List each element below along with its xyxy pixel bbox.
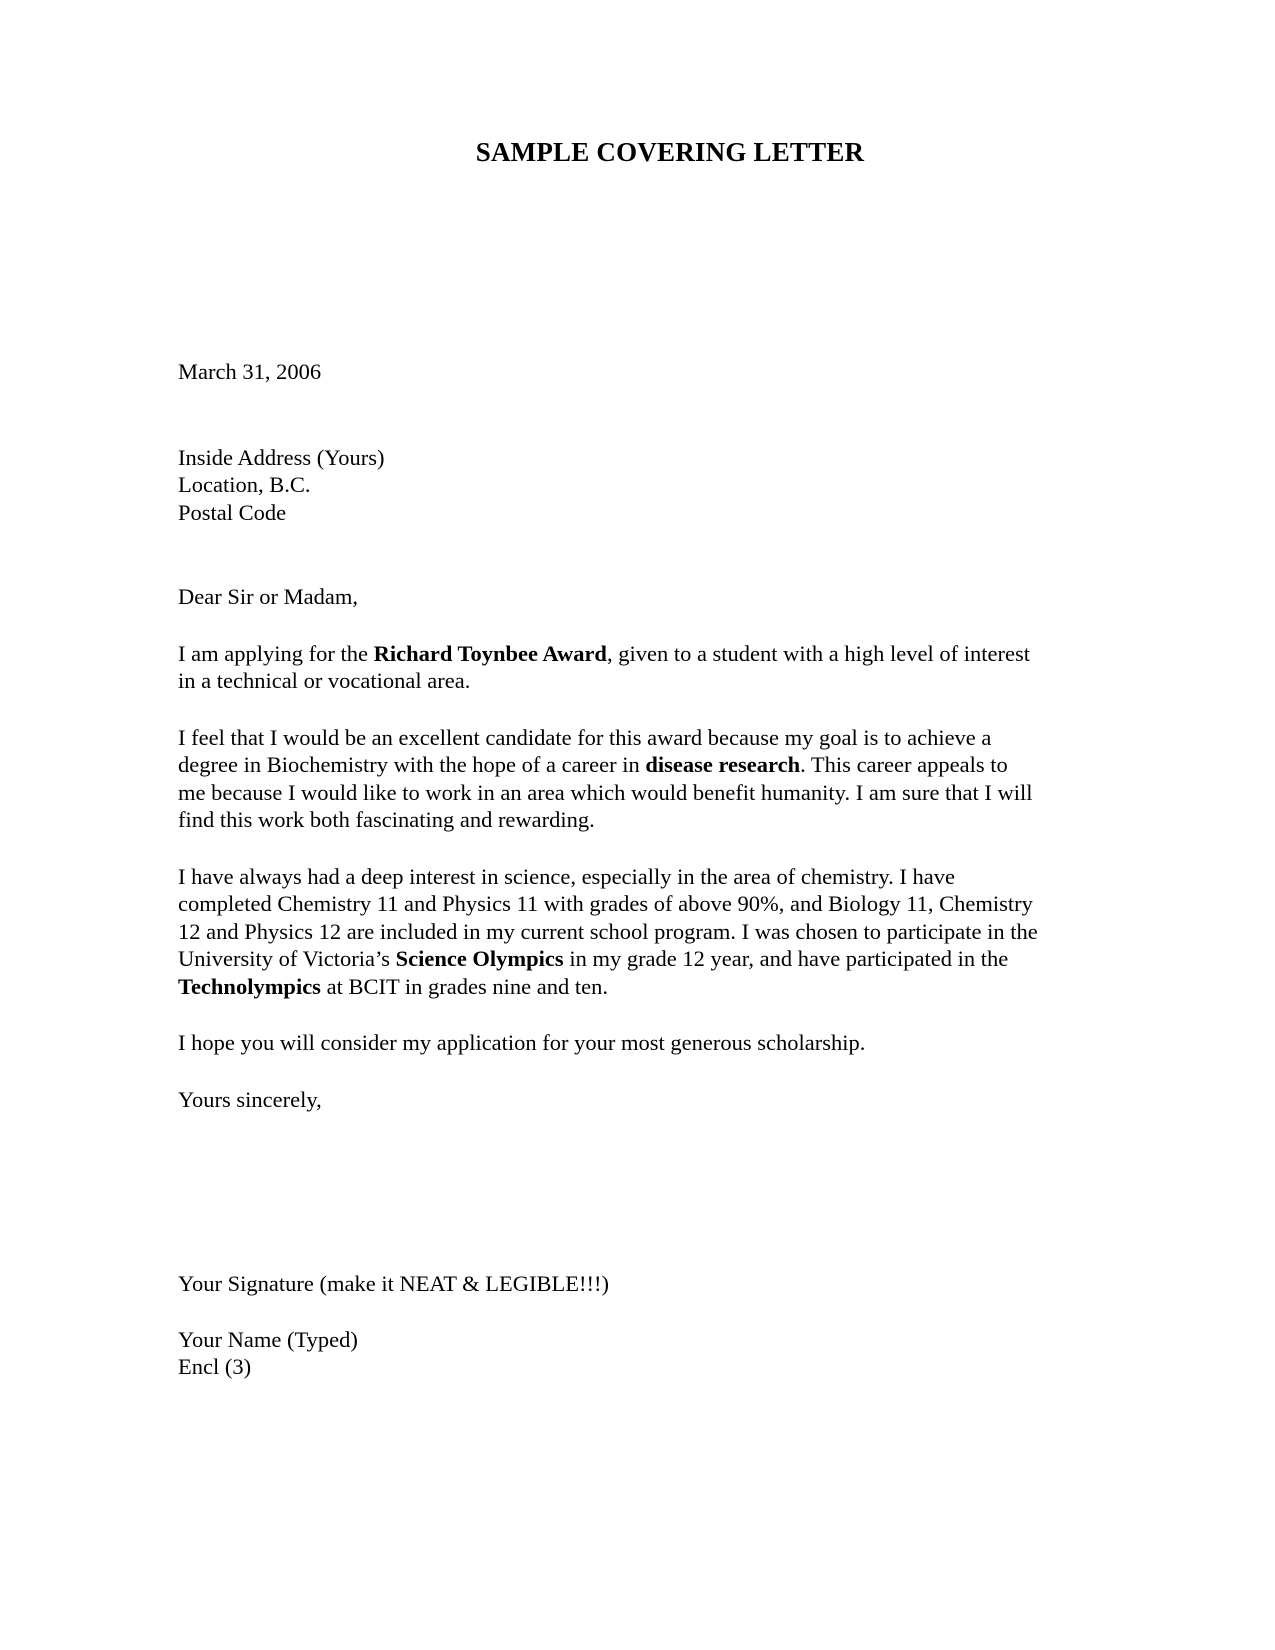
enclosures-note: Encl (3)	[178, 1354, 252, 1379]
address-line-2: Location, B.C.	[178, 472, 311, 497]
typed-name-placeholder: Your Name (Typed)	[178, 1326, 358, 1352]
signature-placeholder: Your Signature (make it NEAT & LEGIBLE!!!)	[178, 1271, 609, 1296]
technolympics-emphasis: Technolympics	[178, 973, 321, 999]
paragraph-1-text-before: I am applying for the	[178, 640, 374, 666]
letter-date: March 31, 2006	[178, 359, 322, 384]
career-field-emphasis: disease research	[645, 752, 801, 777]
award-name-emphasis: Richard Toynbee Award	[373, 640, 607, 666]
paragraph-2-text-after: . This career appeals to me because I would like to work in an area which would benefit humanity. I am sure that I will find this work both fascinating and rewarding.	[178, 752, 1033, 832]
paragraph-3-text-middle: in my grade 12 year, and have participated in the	[563, 946, 1009, 971]
paragraph-3-text-before: I have always had a deep interest in science, especially in the area of chemistry. I have completed Chemistry 11 and Physics 11 with grades of above 90%, and Biology 11, Chemistry 12 and Physics 12 are included in my current school program. I was chosen to participate in the University of Victoria’s	[178, 863, 1038, 971]
paragraph-2	[178, 724, 1038, 834]
paragraph-1	[178, 640, 1038, 695]
paragraph-3-text-after: at BCIT in grades nine and ten.	[320, 973, 608, 999]
signature-name-block	[178, 1326, 1038, 1381]
letter-body	[178, 358, 1038, 1381]
address-line-1: Inside Address (Yours)	[178, 444, 385, 470]
title-block	[0, 138, 1275, 168]
paragraph-3	[178, 863, 1038, 1001]
paragraph-1-text-after: , given to a student with a high level of interest in a technical or vocational area.	[178, 640, 1030, 693]
address-line-3: Postal Code	[178, 499, 287, 525]
paragraph-4	[178, 1029, 1038, 1057]
page-title: SAMPLE COVERING LETTER	[475, 137, 865, 167]
paragraph-4-text: I hope you will consider my application for your most generous scholarship.	[178, 1030, 866, 1055]
paragraph-2-text-before: I feel that I would be an excellent candidate for this award because my goal is to achieve a degree in Biochemistry with the hope of a career in	[178, 724, 992, 777]
closing-salutation: Yours sincerely,	[178, 1086, 322, 1112]
science-olympics-emphasis: Science Olympics	[395, 946, 564, 971]
inside-address-block	[178, 444, 1038, 527]
salutation: Dear Sir or Madam,	[178, 584, 358, 609]
